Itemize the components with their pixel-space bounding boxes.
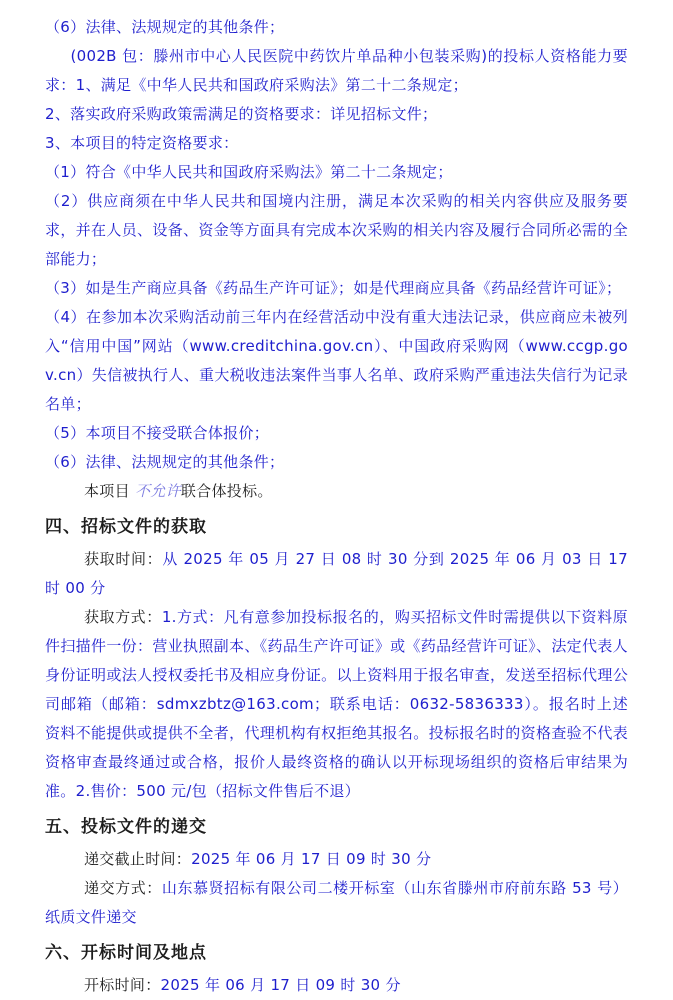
specific-clause-1: （1）符合《中华人民共和国政府采购法》第二十二条规定；	[45, 163, 453, 181]
statement-prefix: 本项目	[84, 482, 135, 500]
acquisition-method-label: 获取方式：	[84, 608, 162, 626]
policy-qualification-requirement: 2、落实政府采购政策需满足的资格要求：详见招标文件；	[45, 105, 438, 123]
submission-method-value: 山东慕贤招标有限公司二楼开标室（山东省滕州市府前东路 53 号）纸质文件递交	[45, 879, 628, 926]
section-4-heading-bid-document-acquisition: 四、招标文件的获取	[45, 517, 207, 537]
package-002b-qualification-requirements: (002B 包：滕州市中心人民医院中药饮片单品种小包装采购)的投标人资格能力要求：1、满足《中华人民共和国政府采购法》第二十二条规定；	[45, 47, 628, 94]
submission-method-label: 递交方式：	[84, 879, 162, 897]
acquisition-time-value: 从 2025 年 05 月 27 日 08 时 30 分到 2025 年 06 月 03 日 17 时 00 分	[45, 550, 628, 597]
submission-deadline-value: 2025 年 06 月 17 日 09 时 30 分	[191, 850, 432, 868]
not-allowed-emphasis: 不允许	[134, 482, 181, 500]
submission-method-row	[45, 874, 628, 932]
acquisition-time-label: 获取时间：	[84, 550, 163, 568]
acquisition-time-row	[45, 545, 628, 603]
acquisition-method-value: 1.方式：凡有意参加投标报名的，购买招标文件时需提供以下资料原件扫描件一份：营业执照副本、《药品生产许可证》或《药品经营许可证》、法定代表人身份证明或法人授权委托书及相应身份证。以上资料用于报名审查，发送至招标代理公司邮箱（邮箱：sdmxzbtz@163.com；联系电话：0632-5836333）。报名时上述资料不能提供或提供不全者，代理机构有权拒绝其报名。投标报名时的资格查验不代表资格审查最终通过或合格，报价人最终资格的确认以开标现场组织的资格后审结果为准。2.售价：500 元/包（招标文件售后不退）	[45, 608, 628, 800]
acquisition-method-row	[45, 603, 628, 806]
statement-suffix: 联合体投标。	[180, 482, 273, 500]
specific-clause-6: （6）法律、法规规定的其他条件；	[45, 453, 285, 471]
section-5-heading-bid-submission: 五、投标文件的递交	[45, 817, 207, 837]
bid-opening-time-label: 开标时间：	[84, 976, 161, 994]
bid-opening-time-row	[45, 971, 628, 1000]
specific-qualification-intro: 3、本项目的特定资格要求：	[45, 134, 239, 152]
bid-opening-time-value: 2025 年 06 月 17 日 09 时 30 分	[160, 976, 401, 994]
submission-deadline-label: 递交截止时间：	[84, 850, 192, 868]
no-consortium-statement	[45, 477, 628, 506]
specific-clause-3: （3）如是生产商应具备《药品生产许可证》；如是代理商应具备《药品经营许可证》；	[45, 279, 622, 297]
specific-clause-4: （4）在参加本次采购活动前三年内在经营活动中没有重大违法记录，供应商应未被列入“信用中国”网站（www.creditchina.gov.cn）、中国政府采购网（www.ccgp.gov.cn）失信被执行人、重大税收违法案件当事人名单、政府采购严重违法失信行为记录名单；	[45, 308, 628, 413]
specific-clause-5: （5）本项目不接受联合体报价；	[45, 424, 270, 442]
clause-other-conditions-first: （6）法律、法规规定的其他条件；	[45, 18, 285, 36]
specific-clause-2: （2）供应商须在中华人民共和国境内注册，满足本次采购的相关内容供应及服务要求，并在人员、设备、资金等方面具有完成本次采购的相关内容及履行合同所必需的全部能力；	[45, 192, 628, 268]
submission-deadline-row	[45, 845, 628, 874]
section-6-heading-bid-opening: 六、开标时间及地点	[45, 943, 207, 963]
